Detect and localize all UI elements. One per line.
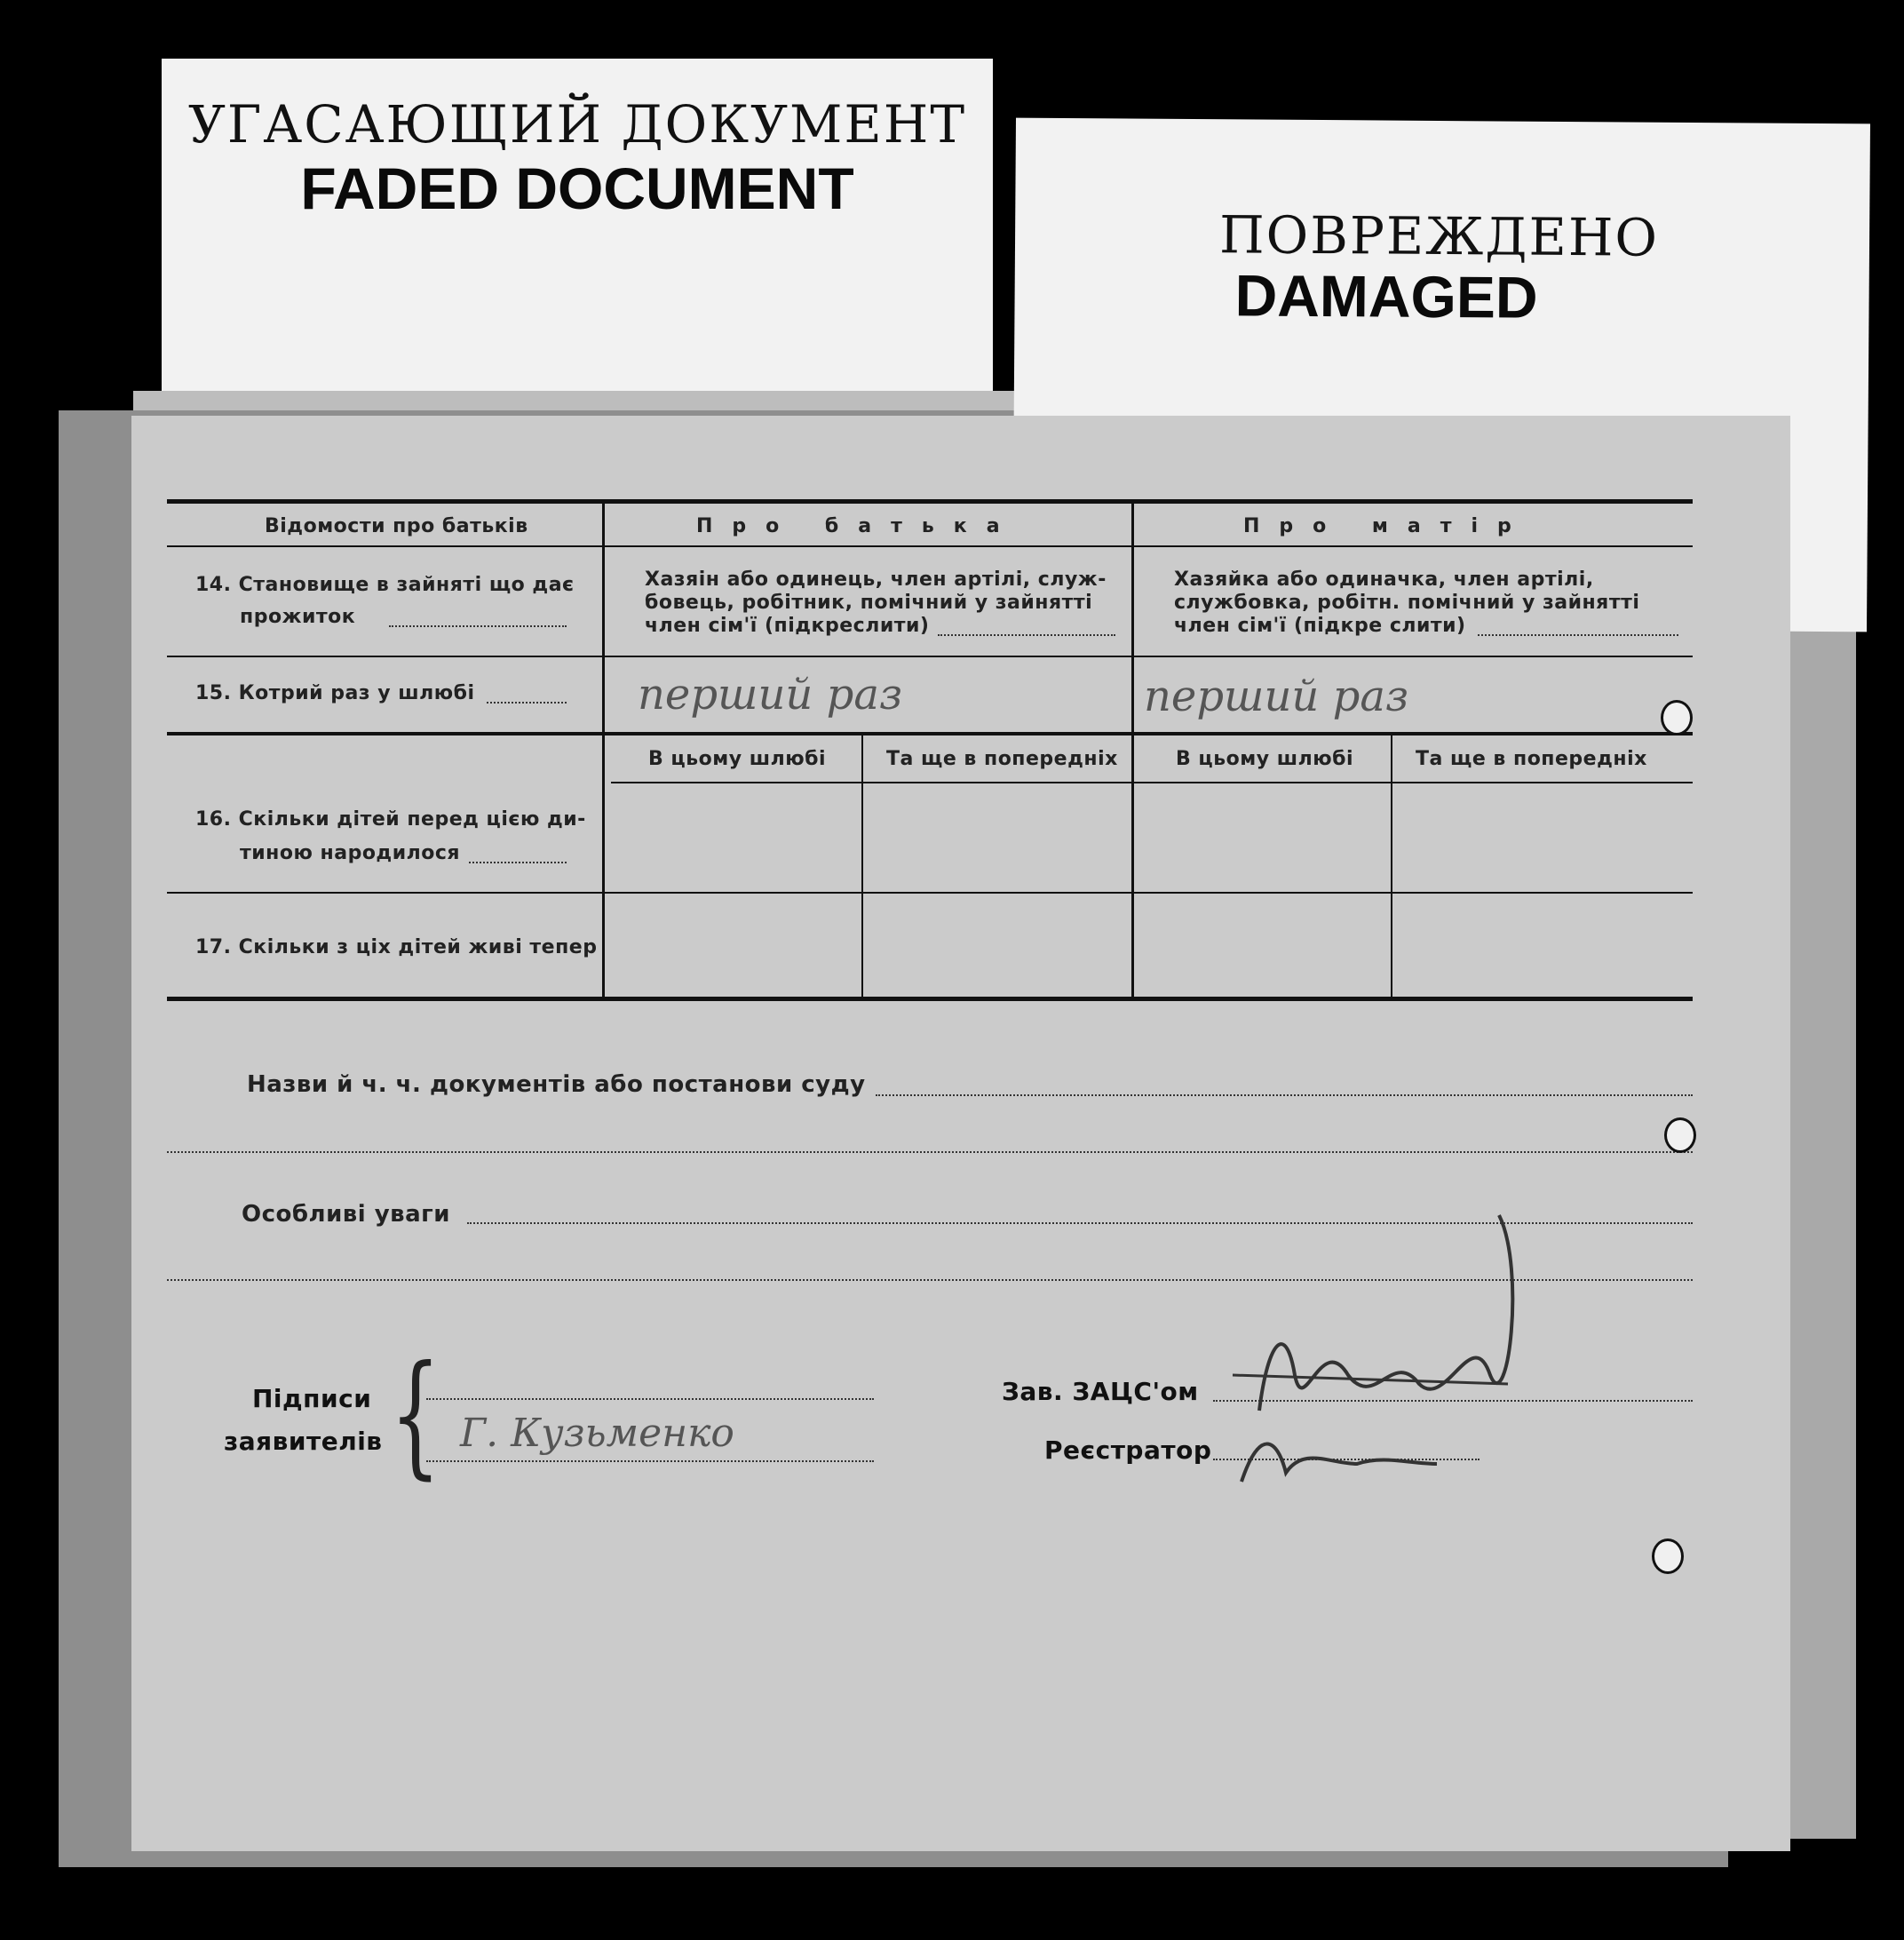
subheader-mother-previous: Та ще в попередніх bbox=[1416, 748, 1647, 770]
row17-label: 17. Скільки з ціх дітей живі тепер bbox=[195, 936, 598, 958]
header-about-mother: Про матір bbox=[1243, 515, 1531, 537]
row15-leader bbox=[487, 702, 567, 704]
col-divider-mother bbox=[1391, 735, 1392, 998]
documents-field-label: Назви й ч. ч. документів або постанови суду bbox=[247, 1071, 866, 1098]
applicant-signature-line2[interactable] bbox=[426, 1460, 874, 1462]
col-divider-2 bbox=[1131, 501, 1134, 998]
row14-father-line1: Хазяін або одинець, член артілі, служ- bbox=[645, 568, 1107, 591]
row16-label-line1: 16. Скільки дітей перед цією ди- bbox=[195, 808, 586, 831]
row14-father-line2: бовець, робітник, помічний у зайнятті bbox=[645, 592, 1093, 614]
applicant-signature: Г. Кузьменко bbox=[460, 1411, 734, 1456]
row14-mother-line2: службовка, робітн. помічний у зайнятті bbox=[1174, 592, 1640, 614]
col-divider-father bbox=[861, 735, 863, 998]
documents-field-line[interactable] bbox=[876, 1094, 1693, 1096]
zags-head-label: Зав. ЗАЦС'ом bbox=[1002, 1377, 1199, 1406]
punch-hole bbox=[1652, 1538, 1684, 1574]
faded-label-english: FADED DOCUMENT bbox=[300, 155, 854, 221]
row14-label-line1: 14. Становище в зайняті що дає bbox=[195, 574, 575, 596]
applicants-signatures-label-line2: заявителів bbox=[224, 1427, 383, 1456]
header-parents-info: Відомости про батьків bbox=[265, 515, 528, 537]
header-about-father: Про батька bbox=[696, 515, 1019, 537]
form-sheet bbox=[131, 416, 1790, 1851]
table-top-rule bbox=[167, 499, 1693, 504]
row16-leader bbox=[469, 862, 567, 863]
registrar-label: Реєстратор bbox=[1044, 1435, 1212, 1465]
row15-father-handwriting: перший раз bbox=[638, 670, 903, 720]
faded-label-russian: УГАСАЮЩИЙ ДОКУМЕНТ bbox=[187, 94, 967, 155]
row15-mother-handwriting: перший раз bbox=[1144, 672, 1409, 721]
damaged-label-russian: ПОВРЕЖДЕНО bbox=[1218, 204, 1660, 268]
row14-mother-line3: член сім'ї (підкре слити) bbox=[1174, 615, 1466, 637]
row14-mother-line1: Хазяйка або одиначка, член артілі, bbox=[1174, 568, 1594, 591]
remarks-field-label: Особливі уваги bbox=[242, 1201, 450, 1228]
punch-hole bbox=[1664, 1117, 1696, 1153]
documents-field-line2[interactable] bbox=[167, 1151, 1693, 1153]
row14-father-leader bbox=[938, 634, 1115, 636]
subheader-mother-this-marriage: В цьому шлюбі bbox=[1176, 748, 1354, 770]
signature-brace: { bbox=[390, 1338, 441, 1492]
row14-father-line3: член сім'ї (підкреслити) bbox=[645, 615, 930, 637]
damaged-label-english: DAMAGED bbox=[1234, 262, 1538, 330]
applicants-signatures-label-line1: Підписи bbox=[252, 1384, 372, 1413]
official-signatures-scribble bbox=[1206, 1197, 1543, 1499]
row14-leader bbox=[389, 625, 567, 627]
row14-rule bbox=[167, 656, 1693, 657]
subheader-rule bbox=[611, 782, 1693, 783]
col-divider-1 bbox=[602, 501, 605, 998]
table-bottom-rule bbox=[167, 997, 1693, 1001]
row16-rule bbox=[167, 892, 1693, 894]
subheader-father-previous: Та ще в попередніх bbox=[886, 748, 1118, 770]
row15-label: 15. Котрий раз у шлюбі bbox=[195, 682, 475, 704]
row14-label-line2: прожиток bbox=[240, 606, 356, 628]
row16-label-line2: тиною народилося bbox=[240, 842, 461, 864]
header-rule bbox=[167, 545, 1693, 547]
row15-rule bbox=[167, 732, 1693, 735]
applicant-signature-line1[interactable] bbox=[426, 1398, 874, 1400]
row14-mother-leader bbox=[1478, 634, 1678, 636]
faded-document-label bbox=[162, 59, 993, 409]
subheader-father-this-marriage: В цьому шлюбі bbox=[648, 748, 827, 770]
punch-hole bbox=[1661, 700, 1693, 735]
